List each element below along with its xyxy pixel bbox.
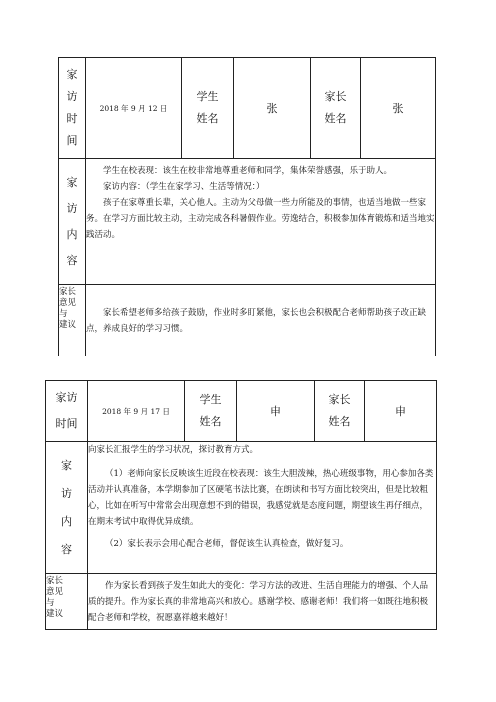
- student-name: 申: [237, 381, 315, 442]
- content-paragraph: （2）家长表示会用心配合老师，督促该生认真检查，做好复习。: [105, 539, 349, 549]
- visit-time-label: 家访 时间: [46, 381, 88, 442]
- visit-record-2: [45, 380, 437, 630]
- visit-date: 2018 年 9 月 17 日: [88, 381, 185, 442]
- opinion-row: [59, 285, 436, 356]
- content-paragraph: 向家长汇报学生的学习状况，探讨教育方式。: [88, 445, 259, 455]
- content-paragraph: 家访内容：（学生在家学习、生活等情况：）: [103, 182, 265, 192]
- student-name-label: 学生 姓名: [185, 381, 237, 442]
- parent-opinion: 家长希望老师多给孩子鼓励，作业时多盯紧他，家长也会积极配合老师帮助孩子改正缺点，养成良好的学习习惯。: [86, 285, 436, 356]
- visit-content-label: 家 访 内 容: [59, 159, 86, 285]
- content-paragraph: 学生在校表现：该生在校非常地尊重老师和同学，集体荣誉感强，乐于助人。: [103, 166, 393, 176]
- header-row: [46, 381, 437, 442]
- parent-name: 申: [365, 381, 437, 442]
- opinion-row: [46, 574, 437, 630]
- parent-name: 张: [361, 58, 436, 159]
- content-row: [59, 159, 436, 285]
- student-name-label: 学生 姓名: [182, 58, 234, 159]
- visit-content: [86, 159, 436, 285]
- parent-opinion: 作为家长看到孩子发生如此大的变化：学习方法的改进、生活自理能力的增强、个人品质的提升。作为家长真的非常地高兴和放心。感谢学校、感谢老师！我们将一如既往地积极配合老师和学校，祝愿嘉祥越来越好！: [88, 574, 437, 630]
- parent-opinion-label: 家长 意见 与 建议: [46, 574, 88, 630]
- header-row: [59, 58, 436, 159]
- content-row: [46, 442, 437, 574]
- visit-time-label: 家 访 时 间: [59, 58, 86, 159]
- content-paragraph: 孩子在家尊重长辈，关心他人。主动为父母做一些力所能及的事情，也适当地做一些家务。在学习方面比较主动，主动完成各科暑假作业。劳逸结合，积极参加体育锻炼和适当地实践活动。: [86, 198, 435, 240]
- student-name: 张: [234, 58, 311, 159]
- visit-date: 2018 年 9 月 12 日: [86, 58, 182, 159]
- parent-name-label: 家长 姓名: [315, 381, 365, 442]
- visit-content: [88, 442, 437, 574]
- parent-name-label: 家长 姓名: [311, 58, 361, 159]
- visit-content-label: 家 访 内 容: [46, 442, 88, 574]
- content-paragraph: （1）老师向家长反映该生近段在校表现：该生大胆泼辣，热心班级事物，用心参加各类活动并认真准备，本学期参加了区硬笔书法比赛，在朗读和书写方面比较突出，但是比较粗心，比如在听写中常常会出现意想不到的错误，我感觉就是态度问题，期望该生再仔细点，在期末考试中取得优异成绩。: [88, 469, 434, 527]
- visit-record-1: [58, 57, 436, 356]
- parent-opinion-label: 家长 意见 与 建议: [59, 285, 86, 356]
